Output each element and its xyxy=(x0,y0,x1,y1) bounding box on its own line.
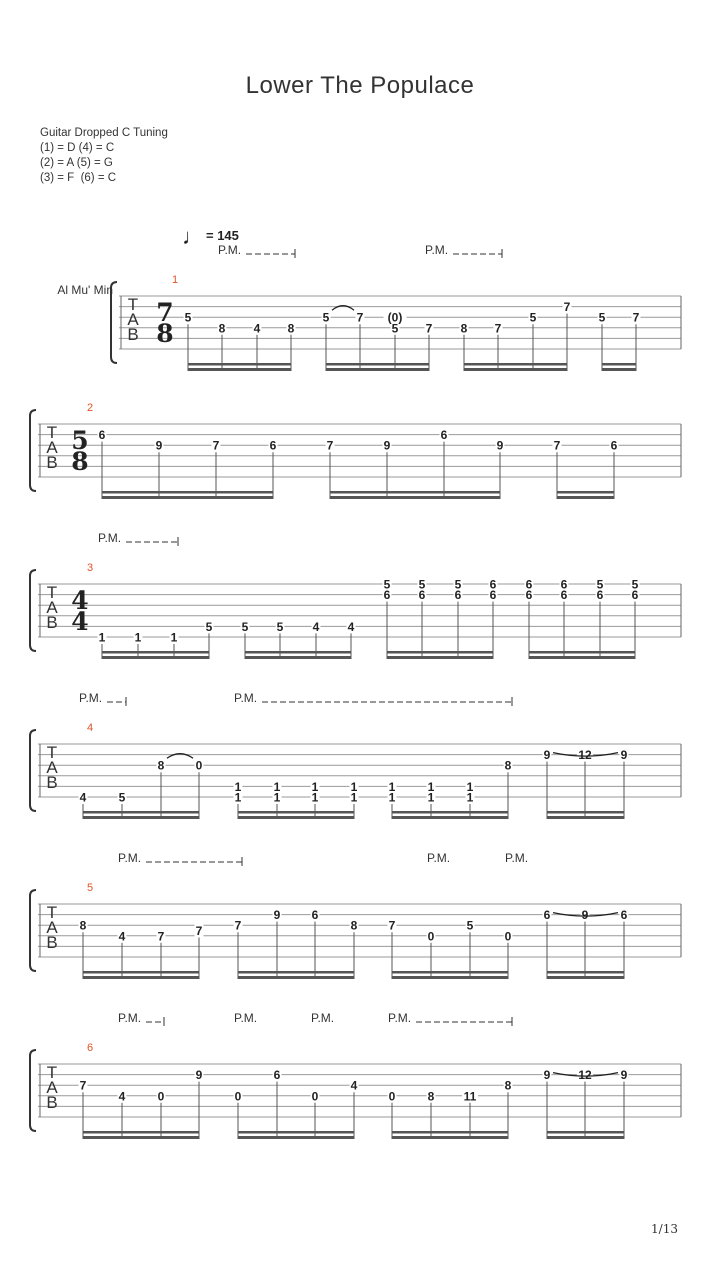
note-beam xyxy=(83,816,199,819)
palm-mute-label: P.M. xyxy=(425,243,449,257)
fret-number: 6 xyxy=(440,428,448,443)
fret-number: 6 xyxy=(454,588,462,603)
fret-number: 8 xyxy=(427,1089,435,1104)
fret-number: 5 xyxy=(276,619,284,634)
note-beam xyxy=(238,1131,354,1134)
note-beam xyxy=(557,491,614,494)
fret-number: 5 xyxy=(205,619,213,634)
fret-number: 0 xyxy=(195,758,203,773)
fret-number: 6 xyxy=(596,588,604,603)
fret-number: 1 xyxy=(427,790,435,805)
fret-number: 9 xyxy=(581,908,589,923)
note-beam xyxy=(245,656,351,659)
note-beam xyxy=(547,816,624,819)
fret-number: 8 xyxy=(350,918,358,933)
fret-number: 1 xyxy=(170,630,178,645)
fret-number: 7 xyxy=(553,438,561,453)
tuning-line: (2) = A (5) = G xyxy=(40,157,113,169)
fret-number: 6 xyxy=(620,908,628,923)
fret-number: 7 xyxy=(425,321,433,336)
note-beam xyxy=(547,811,624,814)
fret-number: 1 xyxy=(388,790,396,805)
note-beam xyxy=(102,656,209,659)
fret-number: 1 xyxy=(273,779,281,794)
note-beam xyxy=(238,976,354,979)
fret-number: 5 xyxy=(454,577,462,592)
note-beam xyxy=(326,368,429,371)
fret-number: 6 xyxy=(560,588,568,603)
system-bracket xyxy=(30,730,36,811)
fret-number: 6 xyxy=(98,428,106,443)
note-beam xyxy=(529,656,635,659)
palm-mute-label: P.M. xyxy=(79,691,103,705)
tempo-value: = 145 xyxy=(206,228,239,243)
fret-number: 7 xyxy=(356,310,364,325)
fret-number: 0 xyxy=(504,929,512,944)
fret-number: 5 xyxy=(322,310,330,325)
tab-clef-letter: T xyxy=(46,743,58,762)
fret-number: 6 xyxy=(525,588,533,603)
fret-number: 8 xyxy=(287,321,295,336)
fret-number: 0 xyxy=(311,1089,319,1104)
note-beam xyxy=(188,363,291,366)
fret-number: 5 xyxy=(118,790,126,805)
measure-number: 4 xyxy=(86,722,94,734)
note-beam xyxy=(83,971,199,974)
fret-number: 6 xyxy=(489,577,497,592)
note-beam xyxy=(547,1136,624,1139)
tuning-line: (1) = D (4) = C xyxy=(40,142,115,154)
fret-number: 7 xyxy=(157,929,165,944)
fret-number: 4 xyxy=(118,1089,126,1104)
palm-mute-label: P.M. xyxy=(427,851,451,865)
system-bracket xyxy=(30,410,36,491)
fret-number: 8 xyxy=(79,918,87,933)
fret-number: 1 xyxy=(234,790,242,805)
fret-number: 9 xyxy=(496,438,504,453)
note-beam xyxy=(330,491,500,494)
fret-number: 7 xyxy=(388,918,396,933)
fret-number: 8 xyxy=(157,758,165,773)
note-beam xyxy=(238,811,354,814)
tab-clef-letter: A xyxy=(46,758,58,777)
fret-number: 8 xyxy=(460,321,468,336)
fret-number: 7 xyxy=(326,438,334,453)
fret-number: 6 xyxy=(543,908,551,923)
palm-mute-label: P.M. xyxy=(505,851,529,865)
system-bracket xyxy=(30,890,36,971)
note-beam xyxy=(102,491,273,494)
fret-number: 7 xyxy=(563,300,571,315)
instrument-label: Al Mu' Min xyxy=(57,283,113,297)
note-beam xyxy=(529,651,635,654)
fret-number: 0 xyxy=(234,1089,242,1104)
fret-number: 1 xyxy=(466,779,474,794)
note-beam xyxy=(102,496,273,499)
palm-mute-label: P.M. xyxy=(311,1011,335,1025)
measure-number: 5 xyxy=(86,882,94,894)
fret-number: 5 xyxy=(631,577,639,592)
note-beam xyxy=(188,368,291,371)
tab-clef-letter: T xyxy=(127,295,139,314)
fret-number: 1 xyxy=(350,790,358,805)
fret-number: 1 xyxy=(98,630,106,645)
tab-clef-letter: B xyxy=(46,453,58,472)
fret-number: 0 xyxy=(157,1089,165,1104)
fret-number: 6 xyxy=(383,588,391,603)
fret-number: 7 xyxy=(632,310,640,325)
measure-number: 3 xyxy=(86,562,94,574)
fret-number: 1 xyxy=(273,790,281,805)
fret-number: 9 xyxy=(620,748,628,763)
fret-number: 5 xyxy=(391,321,399,336)
fret-number: 6 xyxy=(489,588,497,603)
note-beam xyxy=(238,816,354,819)
fret-number: 4 xyxy=(253,321,261,336)
palm-mute-label: P.M. xyxy=(388,1011,412,1025)
note-beam xyxy=(464,363,567,366)
palm-mute-label: P.M. xyxy=(118,1011,142,1025)
time-signature-bottom: 4 xyxy=(71,607,89,636)
fret-number: 5 xyxy=(184,310,192,325)
fret-number: 1 xyxy=(427,779,435,794)
tab-clef-letter: A xyxy=(46,1078,58,1097)
fret-number: 9 xyxy=(155,438,163,453)
tab-clef-letter: T xyxy=(46,583,58,602)
fret-number: 5 xyxy=(383,577,391,592)
tuning-line: (3) = F (6) = C xyxy=(40,172,117,184)
note-beam xyxy=(83,1131,199,1134)
fret-number: 1 xyxy=(388,779,396,794)
note-beam xyxy=(392,811,508,814)
palm-mute-label: P.M. xyxy=(118,851,142,865)
fret-number: 6 xyxy=(273,1068,281,1083)
fret-number: 9 xyxy=(543,1068,551,1083)
fret-number: 1 xyxy=(350,779,358,794)
measure-number: 2 xyxy=(86,402,94,414)
fret-number: 5 xyxy=(598,310,606,325)
note-beam xyxy=(392,976,508,979)
fret-number: 11 xyxy=(463,1089,477,1104)
note-beam xyxy=(102,651,209,654)
fret-number: 6 xyxy=(610,438,618,453)
page-number: 1/13 xyxy=(651,1222,678,1236)
tab-system xyxy=(30,410,681,499)
fret-number: 5 xyxy=(529,310,537,325)
note-beam xyxy=(392,1131,508,1134)
note-beam xyxy=(83,811,199,814)
system-bracket xyxy=(30,1050,36,1131)
tab-clef-letter: A xyxy=(46,918,58,937)
fret-number: 7 xyxy=(195,924,203,938)
note-beam xyxy=(387,651,493,654)
tab-clef-letter: A xyxy=(46,438,58,457)
fret-number: 12 xyxy=(578,748,592,763)
tab-clef-letter: A xyxy=(46,598,58,617)
time-signature-top: 4 xyxy=(71,586,89,615)
note-beam xyxy=(547,1131,624,1134)
fret-number: 5 xyxy=(418,577,426,592)
fret-number: 8 xyxy=(504,758,512,773)
fret-number: 7 xyxy=(79,1078,87,1093)
tab-clef-letter: T xyxy=(46,1063,58,1082)
fret-number: 7 xyxy=(234,918,242,933)
fret-number: 9 xyxy=(273,908,281,923)
tuning-heading: Guitar Dropped C Tuning xyxy=(40,127,168,139)
time-signature-bottom: 8 xyxy=(71,447,89,476)
note-beam xyxy=(602,363,636,366)
fret-number: 9 xyxy=(620,1068,628,1083)
fret-number: (0) xyxy=(387,310,403,325)
fret-number: 1 xyxy=(311,790,319,805)
palm-mute-label: P.M. xyxy=(218,243,242,257)
fret-number: 6 xyxy=(269,438,277,453)
tab-clef-letter: B xyxy=(46,773,58,792)
note-beam xyxy=(547,976,624,979)
fret-number: 7 xyxy=(494,321,502,336)
tab-clef-letter: A xyxy=(127,310,139,329)
note-beam xyxy=(330,496,500,499)
note-beam xyxy=(238,1136,354,1139)
fret-number: 5 xyxy=(241,619,249,634)
tab-clef-letter: B xyxy=(46,1093,58,1112)
note-beam xyxy=(392,971,508,974)
fret-number: 9 xyxy=(543,748,551,763)
fret-number: 1 xyxy=(134,630,142,645)
fret-number: 12 xyxy=(578,1068,592,1083)
note-beam xyxy=(83,1136,199,1139)
time-signature-top: 7 xyxy=(156,298,174,327)
song-title: Lower The Populace xyxy=(245,72,475,99)
time-signature-top: 5 xyxy=(71,426,89,455)
tab-clef-letter: T xyxy=(46,903,58,922)
fret-number: 1 xyxy=(311,779,319,794)
palm-mute-label: P.M. xyxy=(98,531,122,545)
note-beam xyxy=(387,656,493,659)
time-signature-bottom: 8 xyxy=(156,319,174,348)
palm-mute-label: P.M. xyxy=(234,1011,258,1025)
tab-clef-letter: T xyxy=(46,423,58,442)
measure-number: 6 xyxy=(86,1042,94,1054)
tab-clef-letter: B xyxy=(127,325,139,344)
fret-number: 4 xyxy=(347,619,355,634)
note-beam xyxy=(547,971,624,974)
fret-number: 1 xyxy=(234,779,242,794)
note-beam xyxy=(557,496,614,499)
note-beam xyxy=(464,368,567,371)
fret-number: 5 xyxy=(596,577,604,592)
fret-number: 0 xyxy=(388,1089,396,1104)
fret-number: 0 xyxy=(427,929,435,944)
fret-number: 5 xyxy=(466,918,474,933)
quarter-note-icon: ♩ xyxy=(182,224,204,249)
fret-number: 9 xyxy=(195,1068,203,1083)
fret-number: 6 xyxy=(525,577,533,592)
fret-number: 7 xyxy=(212,438,220,453)
fret-number: 1 xyxy=(466,790,474,805)
fret-number: 6 xyxy=(631,588,639,603)
tab-clef-letter: B xyxy=(46,613,58,632)
measure-number: 1 xyxy=(171,274,179,286)
note-beam xyxy=(392,1136,508,1139)
palm-mute-label: P.M. xyxy=(234,691,258,705)
fret-number: 4 xyxy=(118,929,126,944)
note-beam xyxy=(83,976,199,979)
fret-number: 8 xyxy=(218,321,226,336)
note-beam xyxy=(392,816,508,819)
note-beam xyxy=(245,651,351,654)
fret-number: 6 xyxy=(311,908,319,923)
fret-number: 4 xyxy=(350,1078,358,1093)
note-beam xyxy=(602,368,636,371)
system-bracket xyxy=(30,570,36,651)
fret-number: 4 xyxy=(312,619,320,634)
fret-number: 6 xyxy=(560,577,568,592)
fret-number: 6 xyxy=(418,588,426,603)
note-beam xyxy=(238,971,354,974)
fret-number: 9 xyxy=(383,438,391,453)
tab-system xyxy=(30,537,681,659)
tab-clef-letter: B xyxy=(46,933,58,952)
fret-number: 4 xyxy=(79,790,87,805)
fret-number: 8 xyxy=(504,1078,512,1093)
note-beam xyxy=(326,363,429,366)
